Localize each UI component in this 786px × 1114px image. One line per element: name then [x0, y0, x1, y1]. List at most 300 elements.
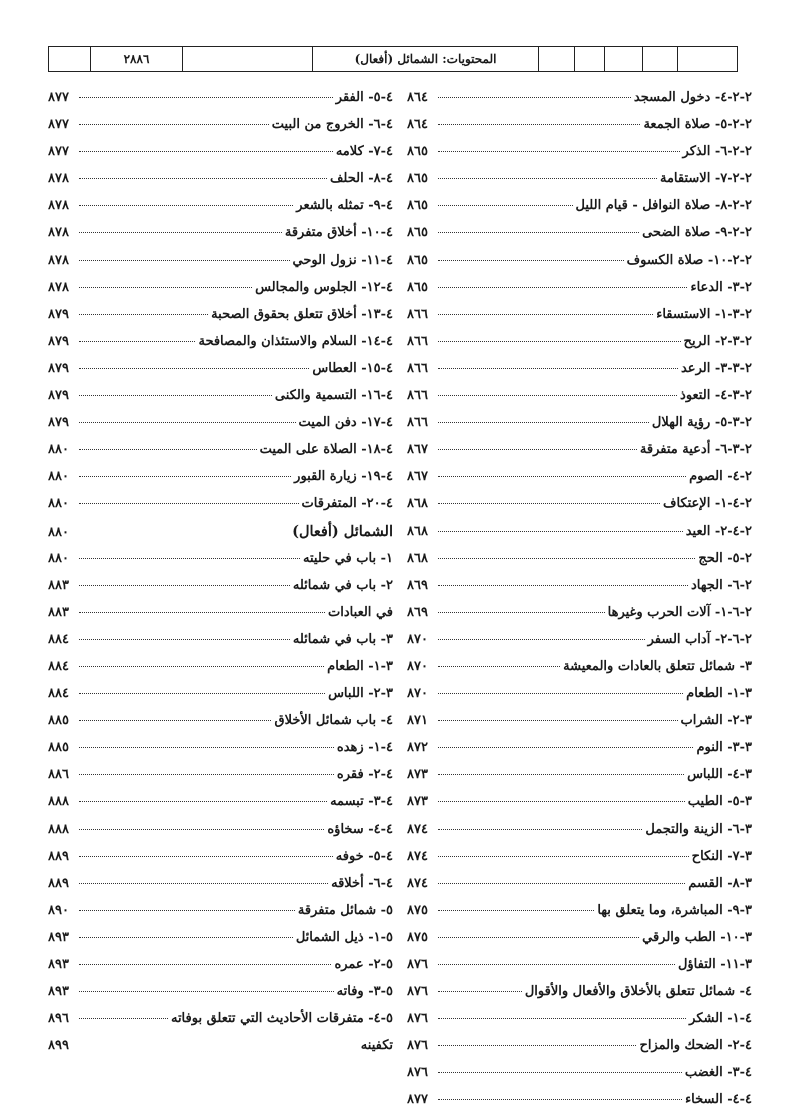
- dot-leader: [438, 259, 624, 261]
- toc-entry-page: ٨٧٥: [407, 902, 428, 918]
- toc-entry: [407, 1059, 752, 1086]
- toc-entry-page: ٨٧٠: [407, 631, 428, 647]
- toc-entry-title: ٤-٣- تبسمه: [330, 794, 393, 810]
- dot-leader: [79, 611, 325, 613]
- toc-entry-page: ٨٧٩: [48, 306, 69, 322]
- toc-entry: [48, 111, 393, 138]
- toc-entry-title: ٤-١٤- السلام والاستئذان والمصافحة: [198, 333, 393, 349]
- toc-entry: [48, 165, 393, 192]
- toc-entry-page: ٨٧٦: [407, 1038, 428, 1054]
- toc-entry-title: ٢-٣-٢- الريح: [683, 333, 752, 349]
- dot-leader: [438, 448, 637, 450]
- toc-left-column: [48, 84, 393, 1059]
- dot-leader: [438, 828, 642, 830]
- toc-entry: [48, 978, 393, 1005]
- toc-entry-title: ٥-٣- وفاته: [336, 984, 393, 1000]
- toc-entry: [48, 680, 393, 707]
- dot-leader: [438, 475, 686, 477]
- dot-leader: [79, 963, 331, 965]
- toc-entry-page: ٨٨٤: [48, 631, 69, 647]
- toc-entry: [407, 599, 752, 626]
- toc-entry: [48, 355, 393, 382]
- dot-leader: [79, 286, 252, 288]
- toc-entry: [48, 951, 393, 978]
- toc-entry: [407, 788, 752, 815]
- toc-entry: [407, 572, 752, 599]
- toc-entry: [407, 1086, 752, 1113]
- toc-entry: [48, 761, 393, 788]
- toc-entry: [407, 436, 752, 463]
- toc-entry-title: ٣-١٠- الطب والرقي: [642, 929, 752, 945]
- toc-entry-page: ٨٦٦: [407, 360, 428, 376]
- toc-entry-page: ٨٦٧: [407, 442, 428, 458]
- dot-leader: [438, 773, 684, 775]
- dot-leader: [438, 340, 681, 342]
- toc-entry-page: ٨٦٩: [407, 604, 428, 620]
- toc-entry: [48, 84, 393, 111]
- toc-entry-title: ٢-٤-١- الإعتكاف: [662, 496, 752, 512]
- toc-entry: [407, 734, 752, 761]
- toc-entry-page: ٨٦٦: [407, 388, 428, 404]
- toc-entry-page: ٨٨٠: [48, 524, 69, 540]
- toc-entry-page: ٨٨٩: [48, 875, 69, 891]
- toc-entry-title: ٢-٤-٢- العيد: [685, 523, 752, 539]
- toc-entry-page: ٨٧٩: [48, 388, 69, 404]
- dot-leader: [79, 259, 290, 261]
- toc-entry-page: ٨٨٥: [48, 713, 69, 729]
- dot-leader: [79, 448, 257, 450]
- toc-entry: [407, 409, 752, 436]
- toc-entry-page: ٨٦٨: [407, 523, 428, 539]
- dot-leader: [79, 800, 327, 802]
- toc-entry: [407, 761, 752, 788]
- toc-entry-title: ٢-٦-٢- آداب السفر: [647, 631, 752, 647]
- toc-entry-title: في العبادات: [328, 604, 393, 620]
- dot-leader: [79, 394, 272, 396]
- toc-entry-title: ٤-١٨- الصلاة على الميت: [259, 442, 393, 458]
- dot-leader: [79, 584, 290, 586]
- dot-leader: [79, 231, 282, 233]
- dot-leader: [438, 882, 685, 884]
- toc-entry-title: ٣-٨- القسم: [688, 875, 752, 891]
- toc-entry-page: ٨٦٤: [407, 90, 428, 105]
- toc-entry: [407, 924, 752, 951]
- dot-leader: [79, 1017, 168, 1019]
- toc-entry-title: الشمائل (أفعال): [292, 522, 393, 540]
- toc-entry: [407, 490, 752, 517]
- toc-entry-page: ٨٩٣: [48, 929, 69, 945]
- dot-leader: [79, 692, 325, 694]
- dot-leader: [438, 990, 522, 992]
- toc-entry-title: ٤- باب شمائل الأخلاق: [274, 713, 393, 729]
- toc-entry: [407, 463, 752, 490]
- toc-entry-page: ٨٧٣: [407, 794, 428, 810]
- toc-entry-title: ٣-١١- التفاؤل: [677, 957, 752, 972]
- toc-entry-title: ٤-٤- سخاؤه: [327, 821, 393, 837]
- toc-entry: [407, 1032, 752, 1059]
- toc-entry: [407, 382, 752, 409]
- toc-entry-title: ٢-٢-٧- الاستقامة: [660, 171, 752, 187]
- dot-leader: [438, 286, 687, 288]
- toc-entry-page: ٨٨٨: [48, 794, 69, 810]
- toc-entry-title: ٤-١- الشكر: [689, 1011, 752, 1027]
- dot-leader: [79, 746, 334, 748]
- toc-entry-title: ٢-٢-٩- صلاة الضحى: [642, 225, 752, 241]
- dot-leader: [79, 123, 269, 125]
- toc-entry-title: ٤-٦- أخلاقه: [331, 875, 393, 891]
- toc-entry-title: ٤-٧- كلامه: [335, 144, 393, 160]
- toc-entry: [48, 382, 393, 409]
- toc-entry: [48, 870, 393, 897]
- dot-leader: [79, 828, 324, 830]
- toc-entry: [407, 1005, 752, 1032]
- toc-entry-title: ٤-٥- خوفه: [335, 848, 393, 864]
- toc-entry: [407, 301, 752, 328]
- dot-leader: [438, 367, 678, 369]
- toc-entry-title: ٢-٣-٥- رؤية الهلال: [651, 415, 752, 431]
- dot-leader: [79, 177, 327, 179]
- toc-entry-page: ٨٧٧: [48, 144, 69, 160]
- toc-entry: [407, 165, 752, 192]
- dot-leader: [79, 773, 334, 775]
- toc-entry: [48, 626, 393, 653]
- toc-entry-title: ٥-٤- متفرقات الأحاديث التي تتعلق بوفاته: [170, 1011, 393, 1027]
- dot-leader: [79, 532, 289, 533]
- toc-entry: [48, 653, 393, 680]
- dot-leader: [438, 204, 573, 206]
- dot-leader: [438, 909, 594, 911]
- dot-leader: [438, 855, 689, 857]
- toc-entry-title: ٤-٢٠- المتفرقات: [301, 496, 393, 512]
- toc-entry-title: ٤-٦- الخروج من البيت: [271, 117, 393, 133]
- toc-entry: [48, 219, 393, 246]
- toc-entry: [48, 1032, 393, 1059]
- dot-leader: [438, 530, 683, 532]
- toc-entry-title: ٢-٣-١- الاستسقاء: [656, 306, 752, 322]
- dot-leader: [438, 123, 640, 125]
- dot-leader: [79, 882, 328, 884]
- dot-leader: [79, 855, 333, 857]
- dot-leader: [438, 1071, 682, 1073]
- dot-leader: [79, 340, 195, 342]
- dot-leader: [438, 936, 639, 938]
- toc-entry-page: ٨٩٣: [48, 984, 69, 1000]
- toc-entry-title: ٣- باب في شمائله: [292, 631, 393, 647]
- toc-entry-page: ٨٦٦: [407, 333, 428, 349]
- toc-entry-title: ٢-٢-١٠- صلاة الكسوف: [626, 252, 752, 268]
- toc-entry: [48, 734, 393, 761]
- toc-entry-title: ٥-١- ذيل الشمائل: [295, 929, 393, 945]
- toc-entry-title: ٤-١١- نزول الوحي: [292, 252, 393, 268]
- toc-entry-title: ٤-١٧- دفن الميت: [298, 415, 393, 431]
- toc-entry-page: ٨٧٧: [48, 90, 69, 105]
- header-page-number: ٢٨٨٦: [91, 47, 183, 71]
- dot-leader: [79, 421, 296, 423]
- toc-entry-title: ٢-٣- الدعاء: [690, 279, 752, 295]
- toc-entry-title: ٢-٢-٦- الذكر: [682, 144, 752, 160]
- toc-entry-title: ١- باب في حليته: [303, 550, 393, 566]
- toc-entry-page: ٨٩٦: [48, 1011, 69, 1027]
- toc-entry-page: ٨٦٦: [407, 415, 428, 431]
- dot-leader: [438, 96, 631, 98]
- header-cell-empty: [643, 47, 678, 71]
- toc-entry-page: ٨٨٥: [48, 740, 69, 756]
- toc-entry-page: ٨٨٠: [48, 442, 69, 458]
- dot-leader: [79, 475, 291, 477]
- toc-entry: [48, 436, 393, 463]
- toc-entry-page: ٨٨٤: [48, 658, 69, 674]
- toc-section-heading: [48, 518, 393, 545]
- toc-entry-page: ٨٧٨: [48, 252, 69, 268]
- toc-entry: [407, 626, 752, 653]
- toc-entry-title: ٣-١- الطعام: [327, 658, 393, 674]
- toc-entry-page: ٨٨٠: [48, 496, 69, 512]
- toc-entry-title: ٤-٢- الضحك والمزاح: [639, 1038, 752, 1054]
- toc-entry: [407, 219, 752, 246]
- page-header: [48, 46, 738, 72]
- toc-entry-title: ٣-٥- الطيب: [687, 794, 752, 810]
- dot-leader: [79, 313, 208, 315]
- dot-leader: [438, 557, 695, 559]
- toc-entry-title: ٥-٢- عمره: [334, 957, 393, 972]
- toc-entry-title: ٤-١٠- أخلاق متفرقة: [284, 225, 393, 241]
- toc-entry-page: ٨٨٠: [48, 469, 69, 485]
- toc-entry-page: ٨٦٥: [407, 198, 428, 214]
- toc-entry-page: ٨٦٦: [407, 306, 428, 322]
- toc-entry: [407, 247, 752, 274]
- dot-leader: [438, 665, 560, 667]
- toc-entry-title: ٢-٣-٤- التعوذ: [680, 388, 752, 404]
- toc-entry-page: ٨٦٥: [407, 225, 428, 241]
- toc-entry: [48, 897, 393, 924]
- dot-leader: [79, 96, 333, 98]
- dot-leader: [438, 638, 645, 640]
- toc-entry: [48, 707, 393, 734]
- toc-entry-page: ٨٧٦: [407, 1065, 428, 1081]
- toc-entry: [48, 192, 393, 219]
- toc-entry-title: ٤-٩- تمثله بالشعر: [296, 198, 393, 214]
- dot-leader: [438, 231, 639, 233]
- toc-entry: [407, 843, 752, 870]
- toc-entry: [48, 409, 393, 436]
- toc-entry: [407, 978, 752, 1005]
- dot-leader: [79, 990, 334, 992]
- toc-entry: [407, 897, 752, 924]
- dot-leader: [79, 638, 290, 640]
- toc-entry-page: ٨٧١: [407, 713, 428, 729]
- toc-entry: [48, 788, 393, 815]
- toc-entry: [407, 355, 752, 382]
- toc-entry-page: ٨٨٩: [48, 848, 69, 864]
- toc-entry-page: ٨٧٤: [407, 821, 428, 837]
- dot-leader: [438, 611, 605, 613]
- toc-entry: [48, 545, 393, 572]
- toc-entry-page: ٨٧٨: [48, 171, 69, 187]
- dot-leader: [79, 936, 293, 938]
- toc-entry: [407, 870, 752, 897]
- toc-entry-page: ٨٧٤: [407, 875, 428, 891]
- toc-entry-title: ٣-٤- اللباس: [687, 767, 752, 783]
- dot-leader: [438, 1044, 636, 1046]
- toc-entry-page: ٨٧٥: [407, 929, 428, 945]
- toc-entry-page: ٨٦٥: [407, 279, 428, 295]
- toc-entry-title: ٤-١٥- العطاس: [312, 360, 393, 376]
- toc-entry-page: ٨٧٦: [407, 1011, 428, 1027]
- toc-entry: [407, 951, 752, 978]
- toc-entry: [407, 680, 752, 707]
- toc-entry-page: ٨٨٤: [48, 686, 69, 702]
- toc-entry-page: ٨٦٥: [407, 252, 428, 268]
- toc-entry-page: ٨٨٠: [48, 550, 69, 566]
- dot-leader: [79, 204, 293, 206]
- toc-entry-title: ٢-٦- الجهاد: [690, 577, 752, 593]
- dot-leader: [438, 1017, 686, 1019]
- toc-entry-title: ٤- شمائل تتعلق بالأخلاق والأفعال والأقوال: [524, 984, 752, 1000]
- dot-leader: [438, 692, 683, 694]
- toc-entry-title: ٢-٢-٤- دخول المسجد: [633, 90, 752, 105]
- toc-entry-title: ٣-٢- اللباس: [328, 686, 393, 702]
- header-cell-empty: [678, 47, 726, 71]
- dot-leader: [438, 746, 693, 748]
- toc-entry-title: ٣-٩- المباشرة، وما يتعلق بها: [597, 902, 752, 918]
- toc-entry: [407, 111, 752, 138]
- dot-leader: [438, 963, 675, 965]
- toc-entry-page: ٨٧٩: [48, 415, 69, 431]
- dot-leader: [438, 177, 657, 179]
- dot-leader: [438, 1098, 682, 1100]
- toc-entry-title: ٤-٤- السخاء: [685, 1092, 752, 1108]
- toc-entry-page: ٨٧٩: [48, 333, 69, 349]
- toc-entry: [407, 328, 752, 355]
- toc-entry-title: ٣- شمائل تتعلق بالعادات والمعيشة: [563, 658, 752, 674]
- dot-leader: [79, 719, 271, 721]
- toc-entry: [48, 138, 393, 165]
- toc-entry: [48, 599, 393, 626]
- toc-entry-title: ٢- باب في شمائله: [292, 577, 393, 593]
- toc-entry: [407, 518, 752, 545]
- toc-entry-title: ٣-٢- الشراب: [680, 713, 752, 729]
- toc-entry: [407, 192, 752, 219]
- header-cell-empty: [575, 47, 605, 71]
- dot-leader: [79, 1045, 358, 1046]
- dot-leader: [438, 150, 680, 152]
- toc-entry-title: ٢-٣-٣- الرعد: [680, 360, 752, 376]
- dot-leader: [438, 800, 685, 802]
- toc-entry: [407, 653, 752, 680]
- toc-entry-page: ٨٩٩: [48, 1038, 69, 1054]
- toc-entry-page: ٨٨٦: [48, 767, 69, 783]
- toc-entry-title: ٤-٣- الغضب: [684, 1065, 752, 1081]
- toc-entry-page: ٨٧٣: [407, 767, 428, 783]
- toc-entry-title: ٤-١- زهده: [336, 740, 393, 756]
- toc-entry-page: ٨٦٨: [407, 550, 428, 566]
- dot-leader: [438, 394, 677, 396]
- toc-entry-page: ٨٧٩: [48, 360, 69, 376]
- toc-entry: [48, 1005, 393, 1032]
- header-cell-empty: [183, 47, 313, 71]
- toc-entry-page: ٨٧٨: [48, 225, 69, 241]
- toc-entry-page: ٨٦٥: [407, 144, 428, 160]
- header-title: المحتويات: الشمائل (أفعال): [313, 47, 539, 71]
- toc-entry-title: ٤-٢- فقره: [336, 767, 393, 783]
- toc-entry: [48, 490, 393, 517]
- toc-entry: [407, 274, 752, 301]
- toc-entry: [48, 924, 393, 951]
- toc-entry-page: ٨٦٥: [407, 171, 428, 187]
- toc-entry-page: ٨٩٠: [48, 902, 69, 918]
- toc-entry-title: ٣-٣- النوم: [696, 740, 752, 756]
- toc-entry-page: ٨٦٧: [407, 469, 428, 485]
- toc-entry-title: ٢-٤- الصوم: [689, 469, 752, 485]
- toc-entry-page: ٨٧٨: [48, 279, 69, 295]
- toc-entry-page: ٨٧٠: [407, 658, 428, 674]
- toc-entry-title: ٤-١٩- زيارة القبور: [294, 469, 393, 485]
- toc-entry-title: ٤-١٦- التسمية والكنى: [274, 388, 393, 404]
- toc-entry: [407, 84, 752, 111]
- dot-leader: [438, 502, 660, 504]
- toc-entry-page: ٨٧٠: [407, 686, 428, 702]
- toc-entry-title: ٢-٢-٨- صلاة النوافل - قيام الليل: [575, 198, 752, 214]
- header-cell-empty: [605, 47, 643, 71]
- header-cell-empty: [49, 47, 91, 71]
- toc-entry-page: ٨٧٢: [407, 740, 428, 756]
- dot-leader: [79, 557, 300, 559]
- dot-leader: [438, 313, 653, 315]
- toc-entry: [407, 138, 752, 165]
- toc-entry-title: ٤-١٢- الجلوس والمجالس: [255, 279, 393, 295]
- toc-entry-page: ٨٦٤: [407, 117, 428, 133]
- dot-leader: [438, 421, 649, 423]
- header-cell-empty: [539, 47, 575, 71]
- toc-entry: [48, 301, 393, 328]
- dot-leader: [79, 502, 299, 504]
- toc-entry-page: ٨٧٨: [48, 198, 69, 214]
- toc-entry: [48, 816, 393, 843]
- toc-entry-page: ٨٧٦: [407, 957, 428, 972]
- toc-entry-page: ٨٧٧: [407, 1092, 428, 1108]
- toc-entry: [407, 707, 752, 734]
- toc-entry: [48, 843, 393, 870]
- toc-entry: [48, 247, 393, 274]
- toc-entry: [407, 816, 752, 843]
- toc-entry-page: ٨٨٨: [48, 821, 69, 837]
- toc-entry-title: ٢-٦-١- آلات الحرب وغيرها: [607, 604, 752, 620]
- toc-entry-title: ٣-٦- الزينة والتجمل: [645, 821, 752, 837]
- toc-entry-title: ٢-٥- الحج: [698, 550, 752, 566]
- toc-entry-title: ٢-٢-٥- صلاة الجمعة: [643, 117, 752, 133]
- dot-leader: [79, 150, 333, 152]
- toc-entry-page: ٨٧٤: [407, 848, 428, 864]
- toc-entry-title: ٤-٨- الحلف: [329, 171, 393, 187]
- toc-entry-title: ٤-١٣- أخلاق تتعلق بحقوق الصحبة: [211, 306, 393, 322]
- toc-entry-title: ٣-٧- النكاح: [691, 848, 752, 864]
- toc-entry-page: ٨٩٣: [48, 957, 69, 972]
- toc-entry-page: ٨٦٩: [407, 577, 428, 593]
- dot-leader: [79, 367, 309, 369]
- toc-right-column: [407, 84, 752, 1114]
- toc-entry-page: ٨٧٦: [407, 984, 428, 1000]
- toc-entry-title: ٢-٣-٦- أدعية متفرقة: [639, 442, 752, 458]
- toc-entry: [48, 274, 393, 301]
- toc-entry-title: تكفينه: [360, 1038, 393, 1054]
- toc-entry-page: ٨٦٨: [407, 496, 428, 512]
- toc-entry: [48, 328, 393, 355]
- toc-entry: [407, 545, 752, 572]
- toc-entry-page: ٨٧٧: [48, 117, 69, 133]
- toc-entry-title: ٤-٥- الفقر: [335, 90, 393, 105]
- toc-entry-page: ٨٨٣: [48, 577, 69, 593]
- dot-leader: [79, 909, 295, 911]
